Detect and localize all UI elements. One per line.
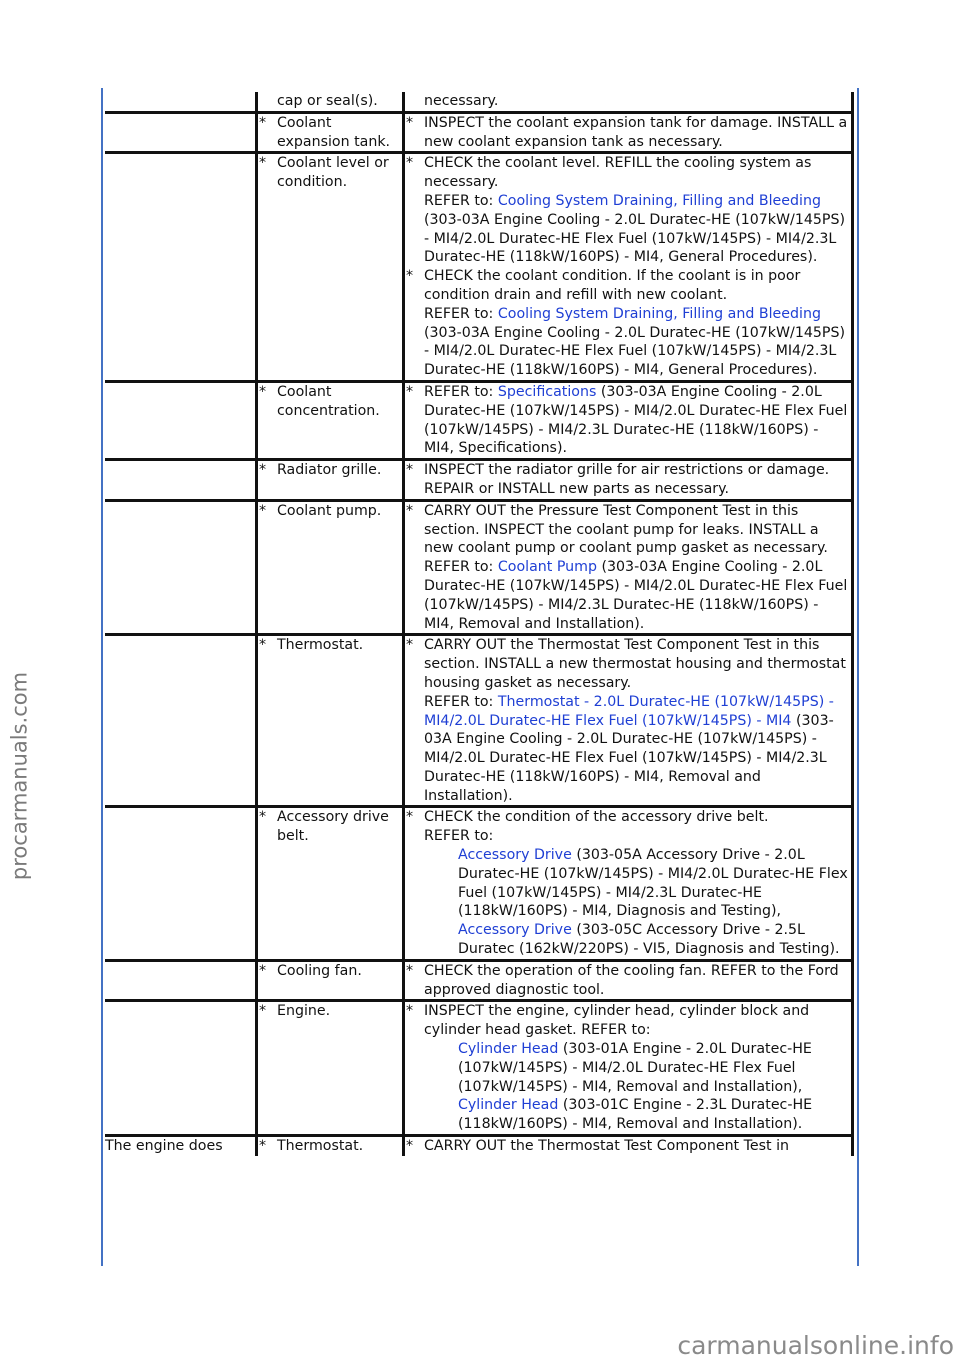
action-text-run: CARRY OUT the Thermostat Test Component Test in: [424, 1138, 790, 1155]
action-cell: [402, 962, 854, 1000]
action-item: [405, 305, 851, 380]
action-text-run: (303-03A Engine Cooling - 2.0L Duratec-HE (107kW/145PS) - MI4/2.0L Duratec-HE Flex Fuel (107kW/145PS) - MI4/2.3L Duratec-HE (118kW/160PS) - MI4, Specifications).: [424, 383, 848, 457]
action-text: [424, 962, 851, 1000]
symptom-text: The engine does: [105, 1138, 223, 1155]
action-item: [405, 693, 851, 806]
source-line: Coolant pump.: [277, 502, 382, 519]
source-text: [277, 808, 402, 846]
bullet-star: *: [259, 155, 267, 172]
source-cell: [255, 114, 402, 152]
source-text: [277, 502, 402, 521]
source-text: [277, 461, 402, 480]
bullet-star: *: [406, 462, 414, 479]
source-cell: [255, 962, 402, 1000]
source-line: Coolant: [277, 114, 332, 131]
bullet-star: *: [259, 462, 267, 479]
symptom-cell: [105, 1137, 255, 1156]
reference-link[interactable]: Cooling System Draining, Filling and Bleeding: [497, 305, 821, 322]
action-item: [405, 114, 851, 152]
bullet-star: *: [406, 1138, 414, 1155]
action-item: [405, 636, 851, 692]
source-line: Cooling fan.: [277, 962, 362, 979]
action-text-run: REFER to:: [424, 828, 494, 845]
action-text-run: (303-03A Engine Cooling - 2.0L Duratec-HE (107kW/145PS) - MI4/2.0L Duratec-HE Flex Fuel (107kW/145PS) - MI4/2.3L Duratec-HE (118kW/160PS) - MI4, General Procedures).: [424, 211, 846, 266]
action-text-run: CARRY OUT the Pressure Test Component Test in this section. INSPECT the coolant pump for leaks. INSTALL a new coolant pump or coolant pump gasket as necessary.: [424, 502, 828, 557]
source-text: [277, 114, 402, 152]
table-row: [105, 808, 854, 961]
action-cell: [402, 502, 854, 634]
source-text: [277, 383, 402, 421]
source-line: Thermostat.: [277, 1138, 364, 1155]
action-item: [405, 267, 851, 305]
action-text: [424, 808, 851, 827]
action-item: [405, 1002, 851, 1040]
source-cell: [255, 808, 402, 958]
reference-link[interactable]: Cooling System Draining, Filling and Bleeding: [497, 192, 821, 209]
action-text-run: (303-03A Engine Cooling - 2.0L Duratec-HE (107kW/145PS) - MI4/2.0L Duratec-HE Flex Fuel (107kW/145PS) - MI4/2.3L Duratec-HE (118kW/160PS) - MI4, Removal and Installation).: [424, 559, 848, 632]
action-text-run: INSPECT the coolant expansion tank for damage. INSTALL a new coolant expansion tank as necessary.: [424, 114, 848, 150]
action-text-run: (303-05C Accessory Drive - 2.5L Duratec (162kW/220PS) - VI5, Diagnosis and Testing).: [458, 922, 840, 958]
bullet-star: *: [406, 962, 414, 979]
action-cell: [402, 92, 854, 111]
bullet-star: *: [406, 383, 414, 400]
source-cell: [255, 92, 402, 111]
source-line: Coolant: [277, 383, 332, 400]
source-item: [258, 383, 402, 421]
source-cell: [255, 1002, 402, 1134]
action-text: [424, 558, 851, 633]
table-row: [105, 114, 854, 155]
source-item: [258, 1002, 402, 1021]
action-text-run: CARRY OUT the Thermostat Test Component Test in this section. INSTALL a new thermostat housing and thermostat housing gasket as necessary.: [424, 637, 846, 691]
action-text-run: (303-05A Accessory Drive - 2.0L Duratec-HE (107kW/145PS) - MI4/2.0L Duratec-HE Flex Fuel (107kW/145PS) - MI4/2.3L Duratec-HE (118kW/160PS) - MI4, Diagnosis and Testing),: [458, 847, 848, 920]
bullet-star: [258, 92, 277, 111]
action-text-run: REFER to:: [424, 559, 498, 576]
action-item: [405, 461, 851, 499]
bullet-star: *: [406, 268, 414, 285]
source-item: [258, 502, 402, 521]
action-text-run: REFER to:: [424, 383, 498, 400]
source-line: cap or seal(s).: [277, 93, 378, 109]
action-item: [405, 92, 851, 111]
symptom-cell: [105, 636, 255, 805]
source-cell: [255, 636, 402, 805]
bullet-star: [405, 693, 424, 806]
action-item: [405, 827, 851, 846]
action-text: [424, 154, 851, 192]
action-item: [405, 1040, 851, 1096]
reference-link[interactable]: Accessory Drive: [458, 922, 572, 939]
bullet-star: *: [259, 114, 267, 131]
action-item: [405, 808, 851, 827]
bullet-star: *: [259, 383, 267, 400]
action-text: [424, 1096, 851, 1134]
source-cell: [255, 383, 402, 458]
source-text: [277, 92, 402, 111]
bullet-star: *: [259, 1138, 267, 1155]
action-text: [424, 92, 851, 111]
action-text-run: (303-01C Engine - 2.3L Duratec-HE (118kW/160PS) - MI4, Removal and Installation).: [458, 1097, 813, 1133]
action-text: [424, 461, 851, 499]
bullet-star: [405, 1040, 424, 1096]
source-line: Radiator grille.: [277, 462, 382, 479]
side-watermark: procarmanuals.com: [7, 671, 32, 881]
action-text: [424, 114, 851, 152]
bullet-star: [405, 1096, 424, 1134]
action-item: [405, 154, 851, 192]
action-text: [424, 1040, 851, 1096]
reference-link[interactable]: Cylinder Head: [458, 1041, 559, 1058]
action-text: [424, 383, 851, 458]
left-margin-bar: [101, 88, 103, 1266]
action-text-run: CHECK the coolant condition. If the coolant is in poor condition drain and refill with new coolant.: [424, 268, 801, 303]
action-text-run: REFER to:: [424, 305, 498, 322]
bullet-star: [405, 921, 424, 959]
table-row: [105, 502, 854, 637]
bullet-star: *: [406, 809, 414, 826]
action-cell: [402, 808, 854, 958]
source-item: [258, 1137, 402, 1156]
action-text-run: (303-03A Engine Cooling - 2.0L Duratec-HE (107kW/145PS) - MI4/2.0L Duratec-HE Flex Fuel (107kW/145PS) - MI4/2.3L Duratec-HE (118kW/160PS) - MI4, General Procedures).: [424, 324, 846, 379]
source-item: [258, 92, 402, 111]
source-item: [258, 461, 402, 480]
bullet-star: *: [406, 502, 414, 519]
action-text: [424, 502, 851, 558]
source-line: belt.: [277, 828, 309, 845]
action-text: [424, 693, 851, 806]
source-cell: [255, 154, 402, 380]
source-item: [258, 114, 402, 152]
table-row: [105, 154, 854, 383]
reference-link[interactable]: Thermostat - 2.0L Duratec-HE (107kW/145PS) - MI4/2.0L Duratec-HE Flex Fuel (107kW/145PS) - MI4: [424, 693, 834, 729]
action-text: [424, 921, 851, 959]
bullet-star: *: [259, 502, 267, 519]
symptom-cell: [105, 808, 255, 958]
bullet-star: *: [406, 1003, 414, 1020]
table-row: [105, 636, 854, 808]
action-item: [405, 558, 851, 633]
action-text-run: CHECK the condition of the accessory drive belt.: [424, 809, 769, 826]
source-line: Coolant level or: [277, 155, 389, 172]
bullet-star: *: [259, 809, 267, 826]
table-row: [105, 92, 854, 114]
reference-link[interactable]: Coolant Pump: [497, 559, 597, 576]
symptom-cell: [105, 154, 255, 380]
action-item: [405, 846, 851, 921]
action-text: [424, 636, 851, 692]
action-text-run: (303-03A Engine Cooling - 2.0L Duratec-HE (107kW/145PS) - MI4/2.0L Duratec-HE Flex Fuel (107kW/145PS) - MI4/2.3L Duratec-HE (118kW/160PS) - MI4, Removal and Installation).: [424, 712, 834, 804]
source-item: [258, 962, 402, 981]
action-text: [424, 305, 851, 380]
source-text: [277, 636, 402, 655]
bullet-star: [405, 92, 424, 111]
action-text-run: necessary.: [424, 93, 499, 109]
bullet-star: *: [259, 637, 267, 654]
reference-link[interactable]: Specifications: [497, 383, 597, 400]
action-item: [405, 962, 851, 1000]
reference-link[interactable]: Cylinder Head: [458, 1097, 559, 1114]
action-text: [424, 1137, 851, 1156]
bullet-star: *: [406, 114, 414, 131]
action-cell: [402, 383, 854, 458]
table-row: [105, 1002, 854, 1137]
bullet-star: [405, 846, 424, 921]
bullet-star: [405, 192, 424, 267]
diagnosis-table: [105, 92, 854, 1156]
action-text-run: (303-01A Engine - 2.0L Duratec-HE (107kW/145PS) - MI4/2.0L Duratec-HE Flex Fuel (107kW/145PS) - MI4, Removal and Installation),: [458, 1041, 812, 1095]
source-item: [258, 808, 402, 846]
action-cell: [402, 114, 854, 152]
action-text-run: REFER to:: [424, 192, 498, 209]
action-item: [405, 921, 851, 959]
action-cell: [402, 154, 854, 380]
action-cell: [402, 1137, 854, 1156]
action-text-run: CHECK the coolant level. REFILL the cooling system as necessary.: [424, 155, 812, 191]
bullet-star: *: [406, 637, 414, 654]
source-line: condition.: [277, 174, 348, 191]
table-row: [105, 461, 854, 502]
action-text-run: CHECK the operation of the cooling fan. REFER to the Ford approved diagnostic tool.: [424, 962, 839, 998]
source-text: [277, 154, 402, 192]
symptom-cell: [105, 114, 255, 152]
source-item: [258, 636, 402, 655]
footer-watermark: carmanualsonline.info: [677, 1331, 954, 1360]
symptom-cell: [105, 502, 255, 634]
source-line: Thermostat.: [277, 637, 364, 654]
bullet-star: [405, 305, 424, 380]
action-text: [424, 192, 851, 267]
source-cell: [255, 502, 402, 634]
action-text: [424, 1002, 851, 1040]
action-cell: [402, 636, 854, 805]
action-item: [405, 1096, 851, 1134]
action-text-run: REFER to:: [424, 693, 498, 710]
action-text: [424, 827, 851, 846]
source-line: Accessory drive: [277, 809, 389, 826]
bullet-star: [405, 827, 424, 846]
table-row: [105, 1137, 854, 1156]
action-text: [424, 846, 851, 921]
source-cell: [255, 1137, 402, 1156]
bullet-star: *: [406, 155, 414, 172]
source-text: [277, 1137, 402, 1156]
bullet-star: *: [259, 1003, 267, 1020]
reference-link[interactable]: Accessory Drive: [458, 847, 572, 864]
bullet-star: *: [259, 962, 267, 979]
action-text: [424, 267, 851, 305]
source-cell: [255, 461, 402, 499]
action-item: [405, 192, 851, 267]
bullet-star: [405, 558, 424, 633]
table-row: [105, 383, 854, 461]
action-cell: [402, 461, 854, 499]
symptom-cell: [105, 1002, 255, 1134]
source-item: [258, 154, 402, 192]
source-text: [277, 1002, 402, 1021]
source-text: [277, 962, 402, 981]
right-margin-bar: [857, 88, 859, 1266]
action-item: [405, 1137, 851, 1156]
action-item: [405, 502, 851, 558]
source-line: Engine.: [277, 1003, 331, 1020]
symptom-cell: [105, 92, 255, 111]
action-item: [405, 383, 851, 458]
action-text-run: INSPECT the engine, cylinder head, cylinder block and cylinder head gasket. REFER to:: [424, 1003, 810, 1039]
table-row: [105, 962, 854, 1003]
action-cell: [402, 1002, 854, 1134]
action-text-run: INSPECT the radiator grille for air restrictions or damage. REPAIR or INSTALL new parts as necessary.: [424, 462, 830, 497]
source-line: expansion tank.: [277, 133, 391, 150]
symptom-cell: [105, 962, 255, 1000]
symptom-cell: [105, 461, 255, 499]
symptom-cell: [105, 383, 255, 458]
source-line: concentration.: [277, 402, 380, 419]
